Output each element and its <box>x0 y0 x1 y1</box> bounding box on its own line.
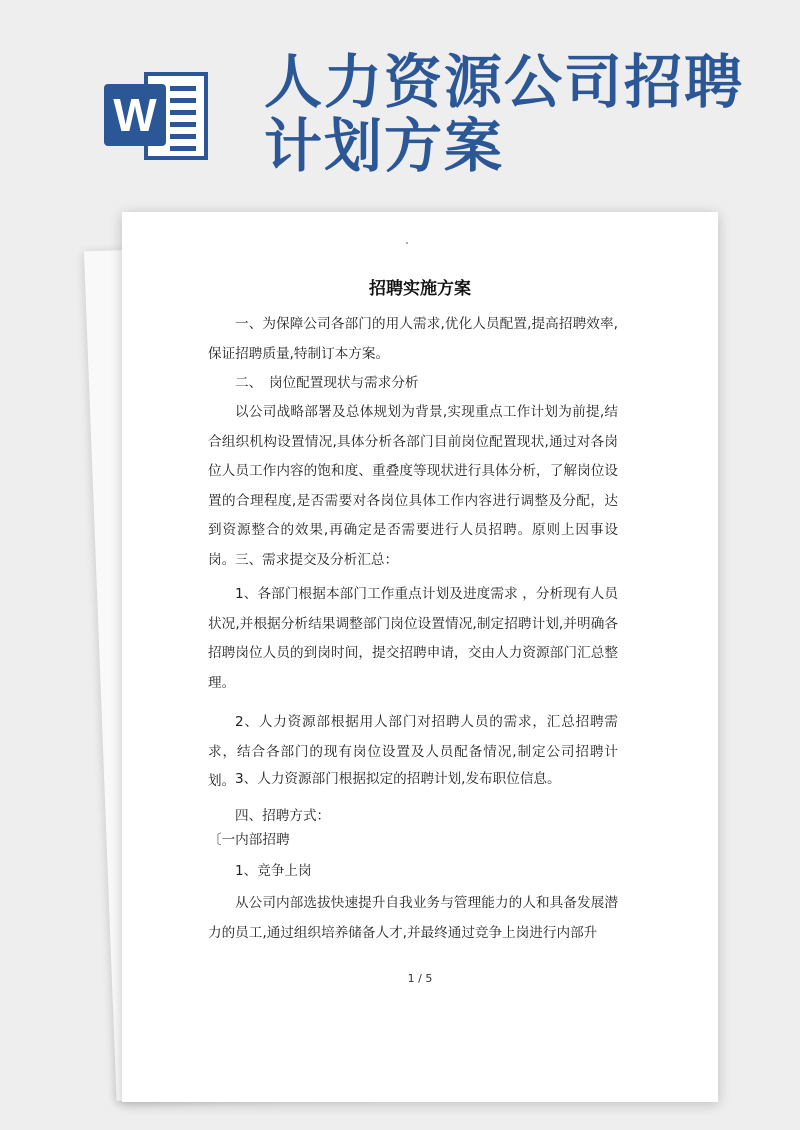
paragraph: 以公司战略部署及总体规划为背景,实现重点工作计划为前提,结合组织机构设置情况,具体分析各部门目前岗位配置现状,通过对各岗位人员工作内容的饱和度、重叠度等现状进行具体分析，了解岗位设置的合理程度,是否需要对各岗位具体工作内容进行调整及分配，达到资源整合的效果,再确定是否需要进行人员招聘。原则上因事设岗。 <box>208 404 618 568</box>
page-number: 1 / 5 <box>407 972 433 985</box>
subsection-heading: 〔一内部招聘 <box>208 832 290 848</box>
paragraph: 1、各部门根据本部门工作重点计划及进度需求 ，分析现有人员状况,并根据分析结果调整部门岗位设置情况,制定招聘计划,并明确各招聘岗位人员的到岗时间，提交招聘申请，交由人力资源部门汇总整理。 <box>208 586 618 691</box>
page-title: 人力资源公司招聘计划方案 <box>264 48 745 180</box>
section-heading: 四、招聘方式： <box>235 808 331 824</box>
document-page <box>122 212 718 1102</box>
paragraph: 一、为保障公司各部门的用人需求,优化人员配置,提高招聘效率,保证招聘质量,特制订本方案。 <box>208 316 618 362</box>
word-badge: W <box>104 84 166 146</box>
word-icon <box>104 66 214 166</box>
paragraph: 2、人力资源部根据用人部门对招聘人员的需求，汇总招聘需求，结合各部门的现有岗位设置及人员配备情况,制定公司招聘计划。 <box>208 714 618 789</box>
subsection-heading: 1、竞争上岗 <box>235 863 312 879</box>
paragraph: 3、人力资源部门根据拟定的招聘计划,发布职位信息。 <box>235 771 561 787</box>
paragraph: 从公司内部选拔快速提升自我业务与管理能力的人和具备发展潜力的员工,通过组织培养储备人才,并最终通过竞争上岗进行内部升 <box>208 895 618 941</box>
section-heading: 二、 岗位配置现状与需求分析 <box>235 375 419 391</box>
document-title: 招聘实施方案 <box>369 279 471 299</box>
section-heading: 三、需求提交及分析汇总： <box>235 552 399 568</box>
